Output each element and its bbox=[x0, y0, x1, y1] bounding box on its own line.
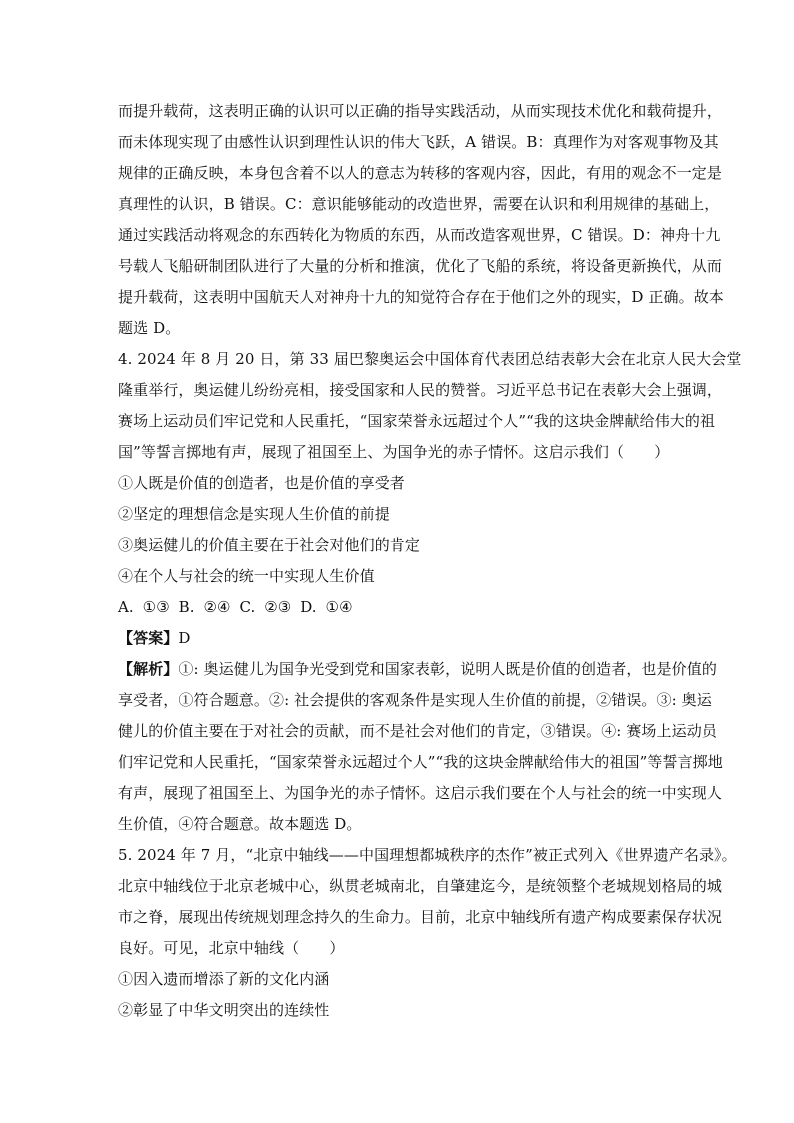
answer-value: D bbox=[178, 629, 191, 647]
text-line: 真理性的认识，B 错误。C：意识能够能动的改造世界，需要在认识和利用规律的基础上， bbox=[118, 195, 720, 213]
question-stem-line: 良好。可见，北京中轴线（ ） bbox=[118, 939, 345, 957]
question-stem-line: 国”等誓言掷地有声，展现了祖国至上、为国争光的赤子情怀。这启示我们（ ） bbox=[118, 443, 670, 461]
analysis-tag: 【解析】 bbox=[118, 660, 179, 678]
text-line: 规律的正确反映，本身包含着不以人的意志为转移的客观内容，因此，有用的观念不一定是 bbox=[118, 164, 723, 182]
analysis-line: 生价值，④符合题意。故本题选 D。 bbox=[118, 815, 362, 833]
question-stem-line: 4. 2024 年 8 月 20 日，第 33 届巴黎奥运会中国体育代表团总结表彰大会在北京人民大会堂 bbox=[118, 350, 742, 368]
answer-tag: 【答案】 bbox=[118, 629, 179, 647]
statement-4: ④在个人与社会的统一中实现人生价值 bbox=[118, 567, 375, 585]
question-5 bbox=[118, 840, 737, 1026]
statement-3: ③奥运健儿的价值主要在于社会对他们的肯定 bbox=[118, 536, 421, 554]
text-line: 而提升载荷，这表明正确的认识可以正确的指导实践活动，从而实现技术优化和载荷提升， bbox=[118, 102, 723, 120]
answer-line bbox=[118, 623, 678, 654]
question-4 bbox=[118, 344, 742, 840]
question-stem-line: 市之脊，展现出传统规划理念持久的生命力。目前，北京中轴线所有遗产构成要素保存状况 bbox=[118, 908, 723, 926]
analysis-line: 健儿的价值主要在于对社会的贡献，而不是社会对他们的肯定，③错误。④: 赛场上运动员 bbox=[118, 722, 717, 740]
statement-1: ①人既是价值的创造者，也是价值的享受者 bbox=[118, 474, 405, 492]
q3-explanation-tail bbox=[118, 96, 724, 344]
text-line: 而未体现实现了由感性认识到理性认识的伟大飞跃，A 错误。B：真理作为对客观事物及其 bbox=[118, 133, 719, 151]
text-line: 提升载荷，这表明中国航天人对神舟十九的知觉符合存在于他们之外的现实，D 正确。故本 bbox=[118, 288, 724, 306]
question-stem-line: 赛场上运动员们牢记党和人民重托，“国家荣誉永远超过个人”“我的这块金牌献给伟大的祖 bbox=[118, 412, 716, 430]
question-stem-line: 隆重举行，奥运健儿纷纷亮相，接受国家和人民的赞誉。习近平总书记在表彰大会上强调， bbox=[118, 381, 723, 399]
text-line: 号载人飞船研制团队进行了大量的分析和推演，优化了飞船的系统，将设备更新换代，从而 bbox=[118, 257, 723, 275]
statement-2: ②坚定的理想信念是实现人生价值的前提 bbox=[118, 505, 390, 523]
analysis-text: ①: 奥运健儿为国争光受到党和国家表彰，说明人既是价值的创造者，也是价值的 bbox=[178, 660, 717, 678]
analysis-line: 们牢记党和人民重托，“国家荣誉永远超过个人”“我的这块金牌献给伟大的祖国”等誓言掷地 bbox=[118, 753, 723, 771]
analysis-line: 有声，展现了祖国至上、为国争光的赤子情怀。这启示我们要在个人与社会的统一中实现人 bbox=[118, 784, 723, 802]
document-page bbox=[118, 96, 742, 1026]
statement-1: ①因入遗而增添了新的文化内涵 bbox=[118, 970, 330, 988]
analysis-line bbox=[118, 654, 717, 685]
analysis-line: 享受者，①符合题意。②: 社会提供的客观条件是实现人生价值的前提，②错误。③: 奥运 bbox=[118, 691, 712, 709]
question-stem-line: 北京中轴线位于北京老城中心，纵贯老城南北，自肇建迄今，是统领整个老城规划格局的城 bbox=[118, 877, 723, 895]
text-line: 题选 D。 bbox=[118, 319, 181, 337]
question-stem-line: 5. 2024 年 7 月，“北京中轴线——中国理想都城秩序的杰作”被正式列入《世界遗产名录》。 bbox=[118, 846, 737, 864]
text-line: 通过实践活动将观念的东西转化为物质的东西，从而改造客观世界，C 错误。D：神舟十九 bbox=[118, 226, 721, 244]
statement-2: ②彰显了中华文明突出的连续性 bbox=[118, 1001, 330, 1019]
answer-choices: A. ①③ B. ②④ C. ②③ D. ①④ bbox=[118, 598, 353, 616]
